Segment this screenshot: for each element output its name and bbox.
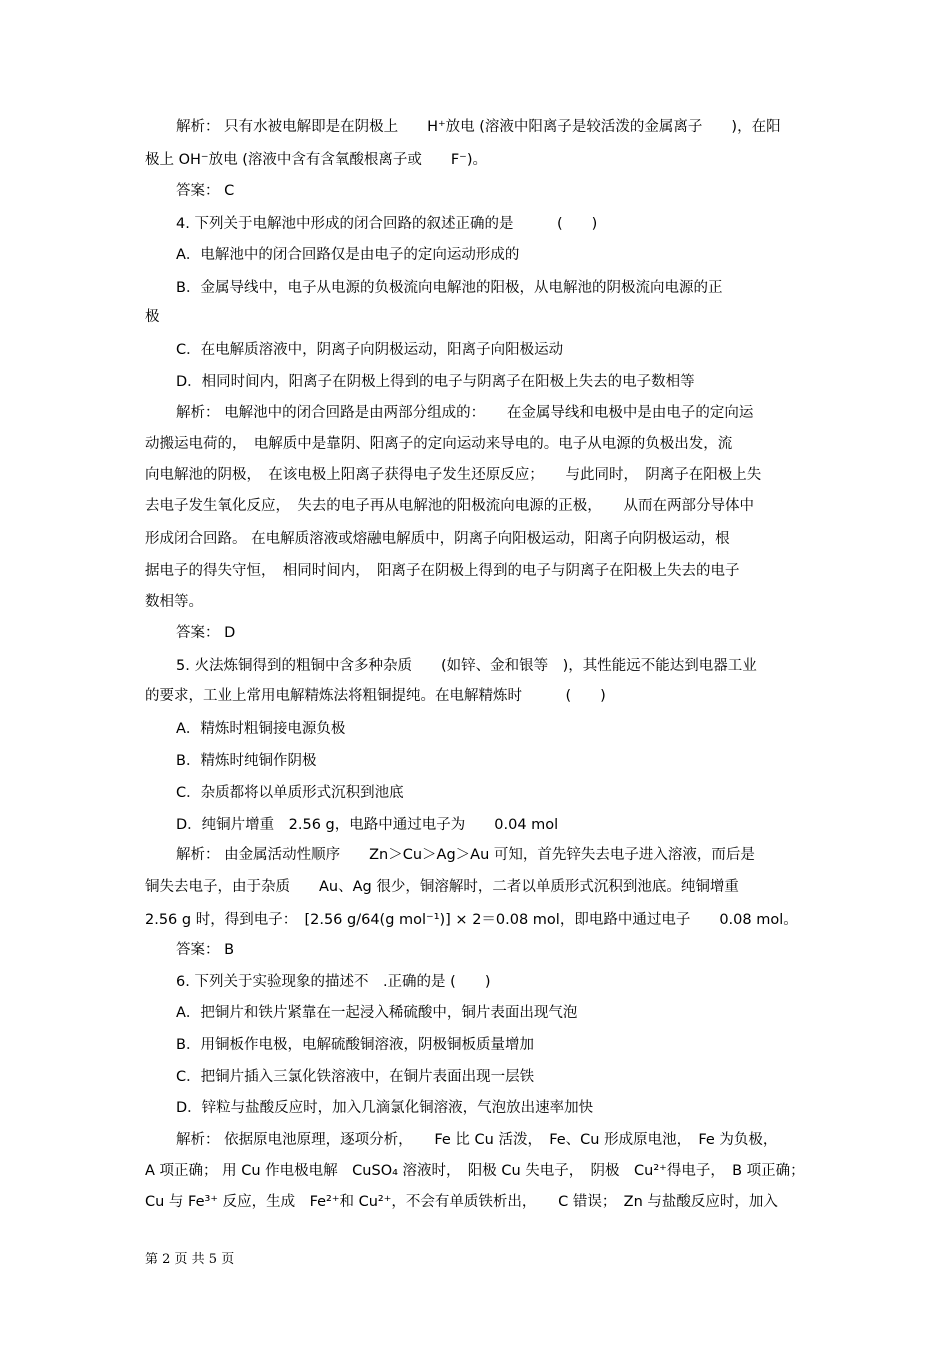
- analysis-line: 解析： 依据原电池原理，逐项分析， Fe 比 Cu 活泼， Fe、Cu 形成原电池， Fe 为负极，: [176, 1132, 778, 1148]
- analysis-line: 铜失去电子，由于杂质 Au、Ag 很少，铜溶解时，二者以单质形式沉积到池底。纯铜增重: [145, 879, 739, 895]
- analysis-line: 解析： 只有水被电解即是在阴极上 H⁺放电 (溶液中阳离子是较活泼的金属离子 )，在阳: [176, 119, 781, 135]
- analysis-line: 解析： 电解池中的闭合回路是由两部分组成的： 在金属导线和电极中是由电子的定向运: [176, 405, 754, 421]
- option-c: C．把铜片插入三氯化铁溶液中，在铜片表面出现一层铁: [176, 1069, 535, 1085]
- answer-line: 答案： D: [176, 625, 236, 641]
- option-a: A．把铜片和铁片紧靠在一起浸入稀硫酸中，铜片表面出现气泡: [176, 1005, 578, 1021]
- page-footer: 第 2 页 共 5 页: [145, 1252, 235, 1267]
- analysis-line: 数相等。: [145, 594, 203, 610]
- analysis-line: 极上 OH⁻放电 (溶液中含有含氧酸根离子或 F⁻)。: [145, 152, 487, 168]
- analysis-line: Cu 与 Fe³⁺ 反应，生成 Fe²⁺和 Cu²⁺，不会有单质铁析出， C 错误； Zn 与盐酸反应时，加入: [145, 1194, 778, 1210]
- option-d: D．锌粒与盐酸反应时，加入几滴氯化铜溶液，气泡放出速率加快: [176, 1100, 594, 1116]
- question-5-cont: 的要求，工业上常用电解精炼法将粗铜提纯。在电解精炼时 ( ): [145, 688, 606, 704]
- option-b: B．用铜板作电极，电解硫酸铜溶液，阴极铜板质量增加: [176, 1037, 534, 1053]
- option-b-cont: 极: [145, 309, 160, 325]
- option-a: A．精炼时粗铜接电源负极: [176, 721, 346, 737]
- question-6: 6. 下列关于实验现象的描述不 .正确的是 ( ): [176, 974, 491, 990]
- option-b: B．金属导线中，电子从电源的负极流向电解池的阳极，从电解池的阴极流向电源的正: [176, 280, 723, 296]
- option-d: D．纯铜片增重 2.56 g，电路中通过电子为 0.04 mol: [176, 817, 559, 833]
- analysis-line: 去电子发生氧化反应， 失去的电子再从电解池的阳极流向电源的正极， 从而在两部分导体中: [145, 498, 754, 514]
- question-4: 4. 下列关于电解池中形成的闭合回路的叙述正确的是 ( ): [176, 216, 598, 232]
- answer-line: 答案： C: [176, 183, 235, 199]
- analysis-line: A 项正确； 用 Cu 作电极电解 CuSO₄ 溶液时， 阳极 Cu 失电子， 阴极 Cu²⁺得电子， B 项正确；: [145, 1163, 805, 1179]
- question-5: 5. 火法炼铜得到的粗铜中含多种杂质 (如锌、金和银等 )，其性能远不能达到电器工业: [176, 658, 757, 674]
- analysis-line: 据电子的得失守恒， 相同时间内， 阳离子在阴极上得到的电子与阴离子在阳极上失去的电子: [145, 563, 740, 579]
- analysis-line: 形成闭合回路。 在电解质溶液或熔融电解质中，阴离子向阳极运动，阳离子向阴极运动，根: [145, 531, 730, 547]
- analysis-line: 解析： 由金属活动性顺序 Zn＞Cu＞Ag＞Au 可知，首先锌失去电子进入溶液，而后是: [176, 847, 755, 863]
- option-d: D．相同时间内，阳离子在阴极上得到的电子与阴离子在阳极上失去的电子数相等: [176, 374, 695, 390]
- answer-line: 答案： B: [176, 942, 235, 958]
- analysis-line: 向电解池的阴极， 在该电极上阳离子获得电子发生还原反应； 与此同时， 阴离子在阳极上失: [145, 467, 762, 483]
- analysis-line: 动搬运电荷的， 电解质中是靠阴、阳离子的定向运动来导电的。电子从电源的负极出发，流: [145, 436, 733, 452]
- option-a: A．电解池中的闭合回路仅是由电子的定向运动形成的: [176, 247, 520, 263]
- option-c: C．在电解质溶液中，阴离子向阴极运动，阳离子向阳极运动: [176, 342, 564, 358]
- analysis-line: 2.56 g 时，得到电子： [2.56 g/64(g mol⁻¹)] × 2＝0.08 mol，即电路中通过电子 0.08 mol。: [145, 912, 798, 928]
- option-c: C．杂质都将以单质形式沉积到池底: [176, 785, 404, 801]
- option-b: B．精炼时纯铜作阴极: [176, 753, 317, 769]
